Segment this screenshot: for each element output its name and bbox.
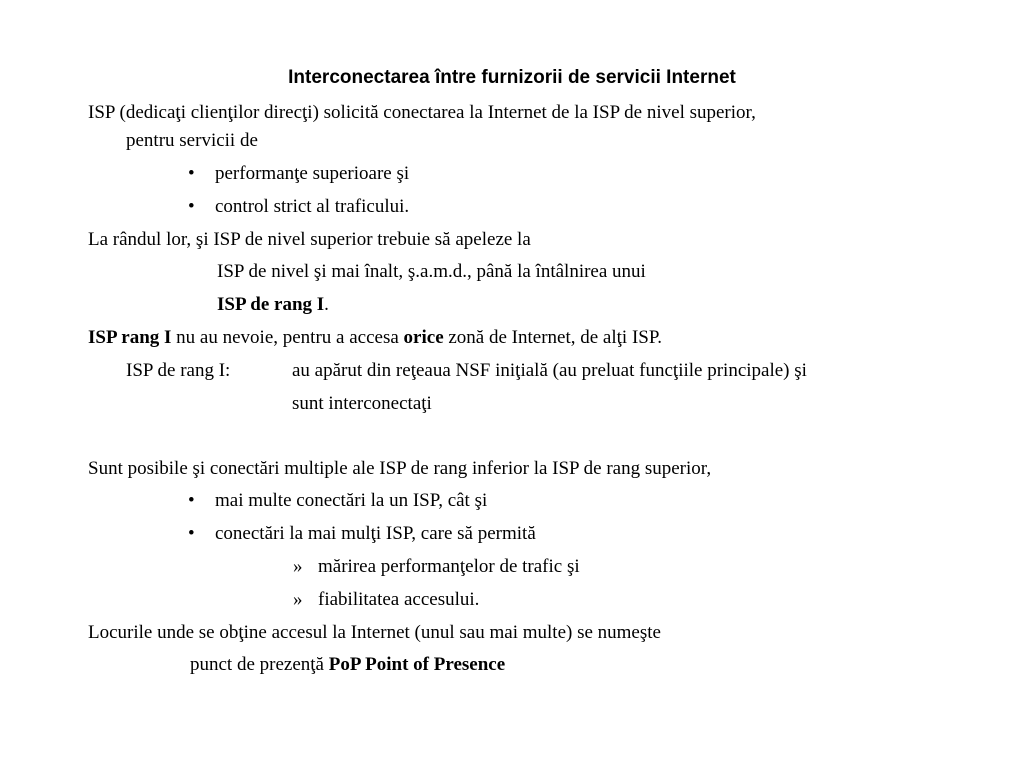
paragraph-upper-isp-line-1: La rândul lor, şi ISP de nivel superior trebuie să apeleze la	[88, 229, 531, 250]
tier1-description-line-1: au apărut din reţeaua NSF iniţială (au preluat funcţiile principale) şi	[292, 360, 807, 381]
sub-item-performance: mărirea performanţelor de trafic şi	[318, 556, 580, 577]
list-item-performance: performanţe superioare şi	[215, 163, 410, 184]
list-item-traffic-control: control strict al traficului.	[215, 196, 410, 217]
tier1-label: ISP de rang I:	[126, 360, 231, 381]
slide-title: Interconectarea între furnizorii de servicii Internet	[288, 67, 736, 88]
paragraph-isp-line-2: pentru servicii de	[126, 130, 258, 151]
tier1-term: ISP rang I	[88, 327, 172, 348]
paragraph-multiple-connections: Sunt posibile şi conectări multiple ale ISP de rang inferior la ISP de rang superior,	[88, 458, 712, 479]
paragraph-upper-isp-line-3	[217, 293, 329, 317]
bullet-marker: •	[188, 490, 195, 511]
period: .	[324, 294, 329, 315]
sub-bullet-marker: »	[293, 589, 303, 610]
list-item-multiple-links: mai multe conectări la un ISP, cât şi	[215, 490, 488, 511]
paragraph-tier1	[88, 326, 662, 350]
tier1-text-1: nu au nevoie, pentru a accesa	[171, 327, 404, 348]
pop-text: punct de prezenţă	[190, 654, 329, 675]
sub-bullet-marker: »	[293, 556, 303, 577]
any-term: orice	[403, 327, 444, 348]
tier1-description-line-2: sunt interconectaţi	[292, 393, 432, 414]
sub-item-reliability: fiabilitatea accesului.	[318, 589, 480, 610]
pop-term: PoP Point of Presence	[328, 654, 506, 675]
paragraph-isp-line-1: ISP (dedicaţi clienţilor direcţi) solicită conectarea la Internet de la ISP de nivel superior,	[88, 102, 756, 123]
paragraph-upper-isp-line-2: ISP de nivel şi mai înalt, ş.a.m.d., până la întâlnirea unui	[217, 261, 646, 282]
bullet-marker: •	[188, 163, 195, 184]
paragraph-pop-line-1: Locurile unde se obţine accesul la Internet (unul sau mai multe) se numeşte	[88, 622, 661, 643]
bullet-marker: •	[188, 196, 195, 217]
list-item-multiple-isps: conectări la mai mulţi ISP, care să permită	[215, 523, 536, 544]
tier1-isp-term: ISP de rang I	[217, 294, 325, 315]
paragraph-pop-line-2	[190, 653, 505, 677]
bullet-marker: •	[188, 523, 195, 544]
tier1-text-2: zonă de Internet, de alţi ISP.	[443, 327, 663, 348]
